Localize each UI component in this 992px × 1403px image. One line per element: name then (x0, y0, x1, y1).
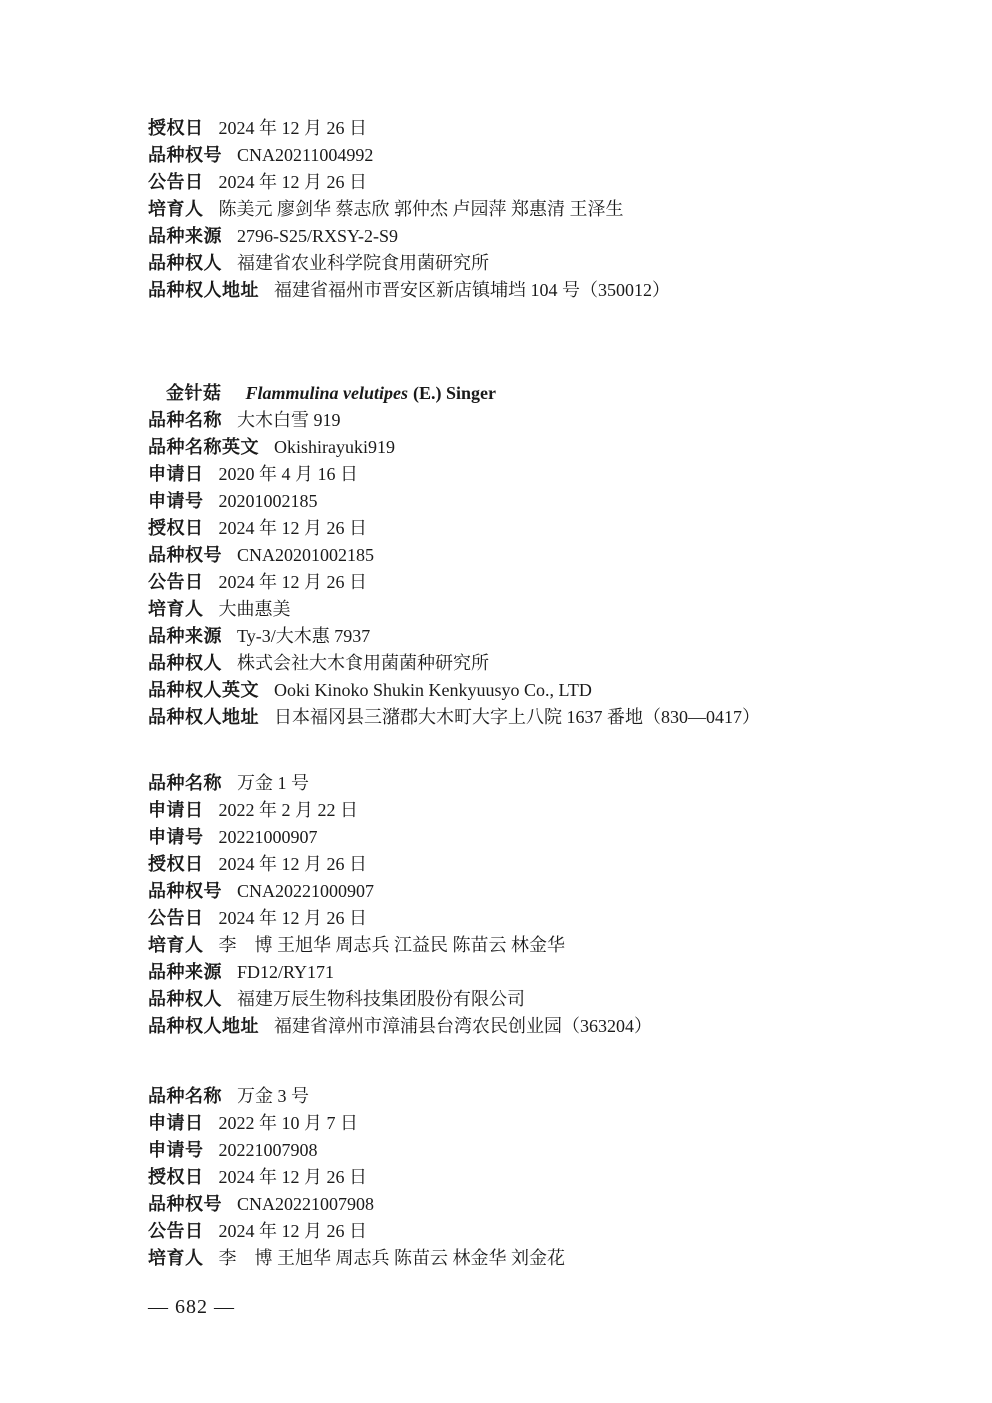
field-label: 品种名称英文 (148, 437, 259, 457)
field-row (148, 488, 760, 515)
field-label: 品种名称 (148, 410, 222, 430)
field-row (148, 434, 760, 461)
field-value: 2024 年 12 月 26 日 (218, 118, 367, 138)
field-value: 20221007908 (218, 1140, 318, 1160)
field-row (148, 959, 652, 986)
field-row (148, 277, 670, 304)
field-label: 品种权号 (148, 545, 222, 565)
field-row (148, 1191, 565, 1218)
field-value: 2024 年 12 月 26 日 (218, 172, 367, 192)
record-block-2 (148, 407, 760, 731)
field-row (148, 569, 760, 596)
field-label: 公告日 (148, 1221, 204, 1241)
field-label: 授权日 (148, 118, 204, 138)
field-value: 20201002185 (218, 491, 318, 511)
record-block-4 (148, 1083, 565, 1272)
record-block-3 (148, 770, 652, 1040)
field-row (148, 1137, 565, 1164)
field-label: 申请日 (148, 1113, 204, 1133)
field-row (148, 461, 760, 488)
field-value: 大曲惠美 (218, 599, 291, 619)
field-row (148, 169, 670, 196)
field-label: 培育人 (148, 935, 204, 955)
field-value: 2020 年 4 月 16 日 (218, 464, 358, 484)
field-value: 日本福冈县三潴郡大木町大字上八院 1637 番地（830—0417） (274, 707, 760, 727)
field-row (148, 1218, 565, 1245)
field-value: CNA20201002185 (237, 545, 375, 565)
field-value: 20221000907 (218, 827, 318, 847)
species-name-latin: Flammulina velutipes (245, 383, 409, 403)
field-row (148, 878, 652, 905)
field-row (148, 1083, 565, 1110)
field-row (148, 223, 670, 250)
field-value: 大木白雪 919 (237, 410, 341, 430)
species-name-cn: 金针菇 (166, 383, 222, 403)
field-label: 品种权人 (148, 989, 222, 1009)
field-label: 培育人 (148, 199, 204, 219)
record-block-1 (148, 115, 670, 304)
field-value: 2022 年 2 月 22 日 (218, 800, 358, 820)
field-value: 福建省农业科学院食用菌研究所 (237, 253, 489, 273)
field-label: 品种权人英文 (148, 680, 259, 700)
field-value: Ty-3/大木惠 7937 (237, 626, 371, 646)
field-row (148, 542, 760, 569)
field-value: 福建省漳州市漳浦县台湾农民创业园（363204） (274, 1016, 652, 1036)
field-label: 品种权号 (148, 145, 222, 165)
field-row (148, 704, 760, 731)
field-row (148, 142, 670, 169)
field-row (148, 851, 652, 878)
field-value: 株式会社大木食用菌菌种研究所 (237, 653, 489, 673)
field-row (148, 1164, 565, 1191)
field-label: 品种权人 (148, 253, 222, 273)
field-value: Okishirayuki919 (274, 437, 395, 457)
field-row (148, 932, 652, 959)
field-row (148, 905, 652, 932)
field-label: 品种来源 (148, 226, 222, 246)
field-label: 公告日 (148, 908, 204, 928)
field-label: 授权日 (148, 518, 204, 538)
field-value: 2024 年 12 月 26 日 (218, 908, 367, 928)
field-value: 李 博 王旭华 周志兵 江益民 陈苗云 林金华 (218, 935, 565, 955)
field-label: 公告日 (148, 172, 204, 192)
field-row (148, 770, 652, 797)
field-row (148, 1245, 565, 1272)
field-row (148, 824, 652, 851)
field-row (148, 797, 652, 824)
field-row (148, 407, 760, 434)
field-value: 2796-S25/RXSY-2-S9 (237, 226, 399, 246)
field-label: 品种名称 (148, 1086, 222, 1106)
field-value: CNA20211004992 (237, 145, 374, 165)
page-number: — 682 — (148, 1296, 235, 1318)
field-value: 2024 年 12 月 26 日 (218, 572, 367, 592)
field-label: 品种名称 (148, 773, 222, 793)
field-row (148, 623, 760, 650)
field-row (148, 677, 760, 704)
field-value: Ooki Kinoko Shukin Kenkyuusyo Co., LTD (274, 680, 592, 700)
field-label: 品种权人地址 (148, 707, 259, 727)
field-value: 万金 3 号 (237, 1086, 309, 1106)
field-label: 申请日 (148, 464, 204, 484)
field-label: 授权日 (148, 854, 204, 874)
field-value: FD12/RY171 (237, 962, 335, 982)
field-label: 培育人 (148, 1248, 204, 1268)
field-label: 公告日 (148, 572, 204, 592)
field-label: 申请号 (148, 1140, 204, 1160)
field-value: 2024 年 12 月 26 日 (218, 854, 367, 874)
field-value: 李 博 王旭华 周志兵 陈苗云 林金华 刘金花 (218, 1248, 565, 1268)
field-label: 品种权号 (148, 1194, 222, 1214)
field-label: 品种权人地址 (148, 280, 259, 300)
field-label: 品种来源 (148, 962, 222, 982)
field-label: 品种权号 (148, 881, 222, 901)
field-label: 品种来源 (148, 626, 222, 646)
field-value: 福建省福州市晋安区新店镇埔垱 104 号（350012） (274, 280, 670, 300)
field-label: 申请号 (148, 827, 204, 847)
field-value: CNA20221000907 (237, 881, 375, 901)
field-row (148, 596, 760, 623)
field-value: 2022 年 10 月 7 日 (218, 1113, 358, 1133)
field-label: 品种权人 (148, 653, 222, 673)
field-value: 2024 年 12 月 26 日 (218, 518, 367, 538)
field-row (148, 986, 652, 1013)
field-row (148, 250, 670, 277)
field-row (148, 515, 760, 542)
field-label: 培育人 (148, 599, 204, 619)
field-row (148, 115, 670, 142)
field-row (148, 1013, 652, 1040)
field-label: 申请号 (148, 491, 204, 511)
field-row (148, 650, 760, 677)
field-label: 申请日 (148, 800, 204, 820)
field-label: 品种权人地址 (148, 1016, 259, 1036)
field-value: 陈美元 廖剑华 蔡志欣 郭仲杰 卢园萍 郑惠清 王泽生 (218, 199, 624, 219)
species-name-authority: (E.) Singer (413, 383, 497, 403)
field-value: 2024 年 12 月 26 日 (218, 1167, 367, 1187)
field-value: CNA20221007908 (237, 1194, 375, 1214)
field-value: 2024 年 12 月 26 日 (218, 1221, 367, 1241)
field-row (148, 196, 670, 223)
field-label: 授权日 (148, 1167, 204, 1187)
field-value: 福建万辰生物科技集团股份有限公司 (237, 989, 525, 1009)
field-row (148, 1110, 565, 1137)
field-value: 万金 1 号 (237, 773, 309, 793)
